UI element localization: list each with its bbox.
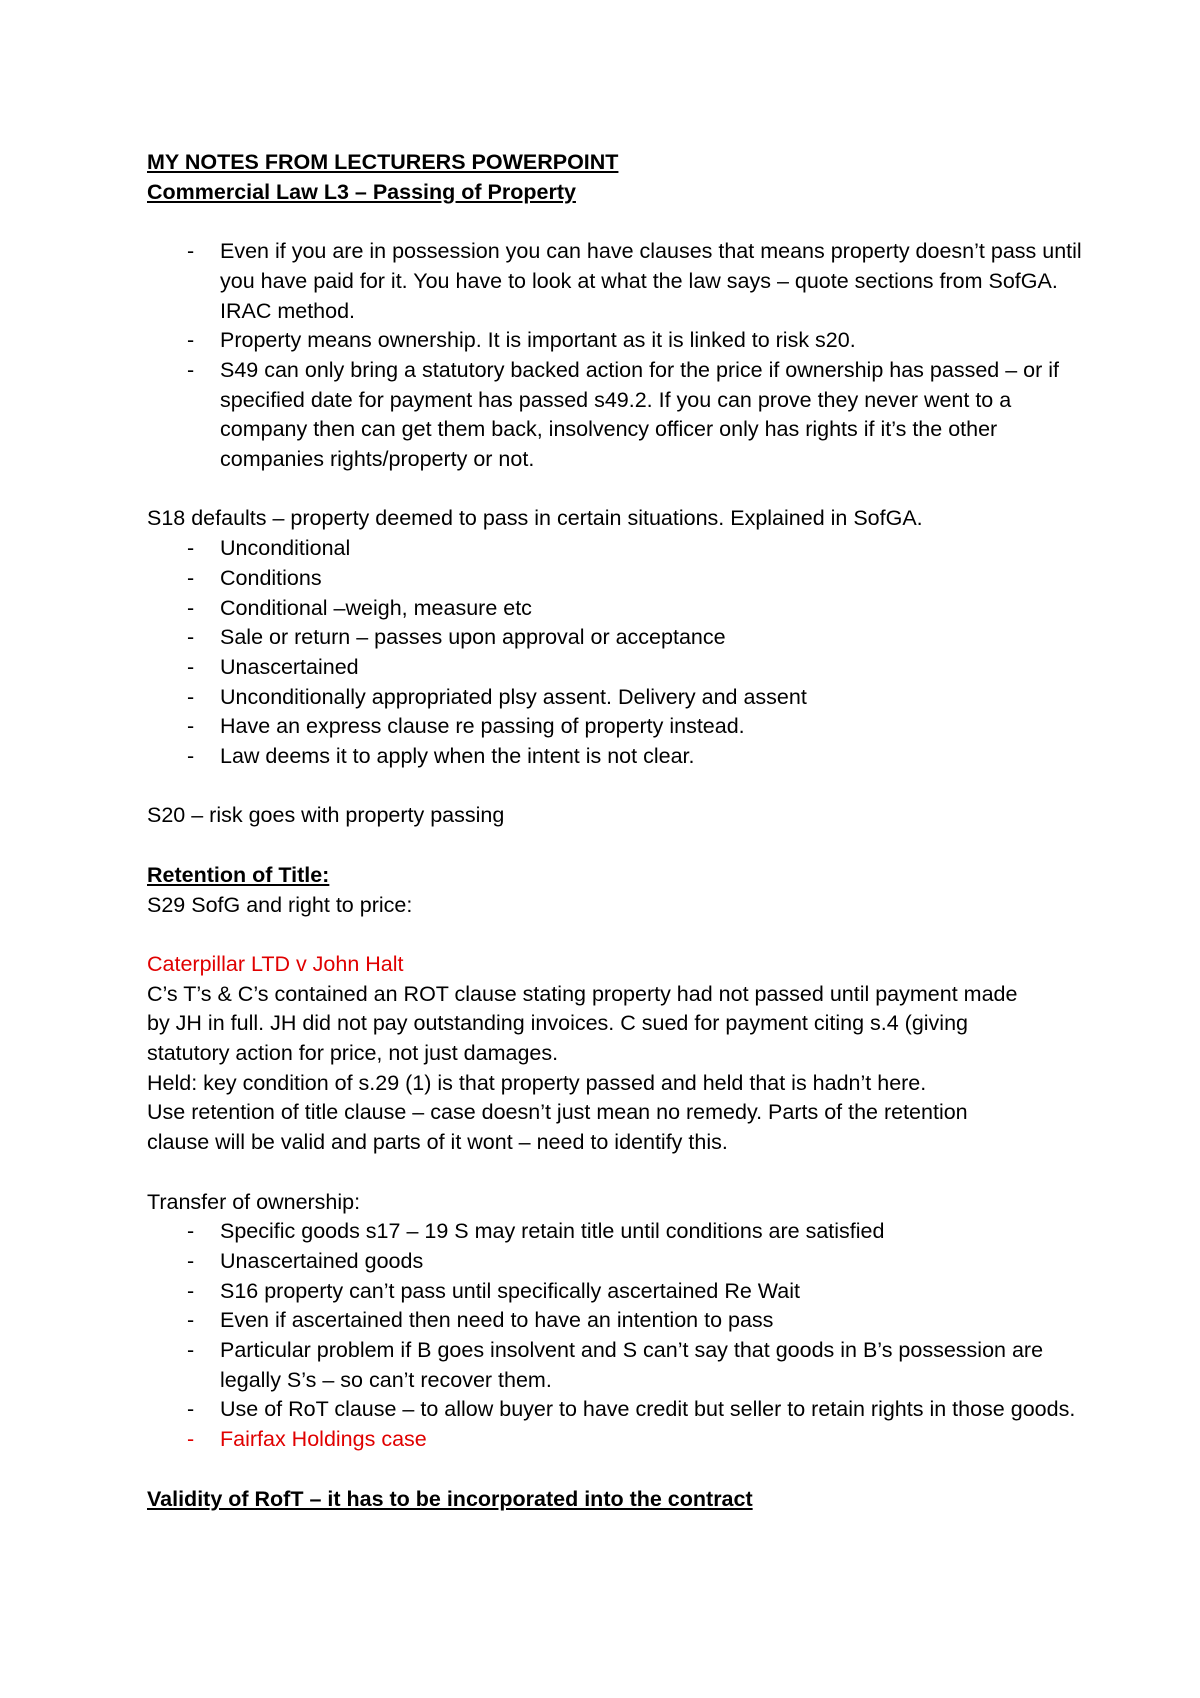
document-body — [147, 148, 1087, 1514]
spacer — [147, 475, 1087, 505]
case-line: clause will be valid and parts of it wont – need to identify this. — [147, 1130, 728, 1155]
bullet-dash: - — [187, 565, 195, 590]
list-item — [147, 534, 1087, 564]
list-item — [147, 1217, 1087, 1247]
spacer — [147, 207, 1087, 237]
spacer — [147, 772, 1087, 802]
s29-line: S29 SofG and right to price: — [147, 892, 413, 917]
list-item — [147, 237, 1087, 326]
spacer — [147, 831, 1087, 861]
list-item-text: Even if ascertained then need to have an intention to pass — [220, 1308, 774, 1333]
list-item-text: Sale or return – passes upon approval or acceptance — [220, 625, 726, 650]
list-item — [147, 1277, 1087, 1307]
bullet-dash: - — [187, 1397, 195, 1422]
bullet-dash: - — [187, 1427, 195, 1452]
fairfax-case-link: Fairfax Holdings case — [220, 1427, 427, 1452]
list-item-text: Unascertained goods — [220, 1248, 424, 1273]
list-item-text: Property means ownership. It is important as it is linked to risk s20. — [220, 328, 856, 353]
case-name: Caterpillar LTD v John Halt — [147, 951, 404, 976]
document-heading: MY NOTES FROM LECTURERS POWERPOINT — [147, 150, 619, 174]
case-line: C’s T’s & C’s contained an ROT clause stating property had not passed until payment made — [147, 981, 1018, 1006]
rot-heading: Retention of Title: — [147, 862, 330, 887]
bullet-dash: - — [187, 684, 195, 709]
bullet-dash: - — [187, 714, 195, 739]
list-item-text: Use of RoT clause – to allow buyer to have credit but seller to retain rights in those goods. — [220, 1397, 1076, 1422]
spacer — [147, 1158, 1087, 1188]
list-item — [147, 564, 1087, 594]
list-item — [147, 742, 1087, 772]
bullet-dash: - — [187, 625, 195, 650]
list-item — [147, 1425, 1087, 1455]
list-item-text: Conditional –weigh, measure etc — [220, 595, 532, 620]
bullet-dash: - — [187, 239, 195, 264]
list-item — [147, 594, 1087, 624]
list-item — [147, 712, 1087, 742]
bullet-dash: - — [187, 1308, 195, 1333]
list-item-text: Conditions — [220, 565, 322, 590]
case-line: statutory action for price, not just damages. — [147, 1041, 559, 1066]
list-item-text: Specific goods s17 – 19 S may retain title until conditions are satisfied — [220, 1219, 885, 1244]
case-line: Use retention of title clause – case doesn’t just mean no remedy. Parts of the retention — [147, 1100, 968, 1125]
bullet-dash: - — [187, 536, 195, 561]
bullet-dash: - — [187, 357, 195, 382]
list-item — [147, 356, 1087, 475]
document-subheading: Commercial Law L3 – Passing of Property — [147, 179, 576, 204]
bullet-dash: - — [187, 1219, 195, 1244]
list-item-text: Even if you are in possession you can have clauses that means property doesn’t pass until you have paid for it. You have to look at what the law says – quote sections from SofGA. IRAC method. — [220, 239, 1082, 323]
list-item-text: Unconditional — [220, 536, 351, 561]
list-item-text: Unconditionally appropriated plsy assent. Delivery and assent — [220, 684, 807, 709]
list-item-text: S49 can only bring a statutory backed action for the price if ownership has passed – or if specified date for payment has passed s49.2. If you can prove they never went to a company then can get them back, insolvency officer only has rights if it’s the other companies rights/property or not. — [220, 357, 1059, 472]
list-item — [147, 1247, 1087, 1277]
s20-line: S20 – risk goes with property passing — [147, 803, 505, 828]
bullet-dash: - — [187, 1248, 195, 1273]
list-item — [147, 653, 1087, 683]
case-line: by JH in full. JH did not pay outstanding invoices. C sued for payment citing s.4 (giving — [147, 1011, 968, 1036]
list-item-text: Unascertained — [220, 654, 359, 679]
bullet-dash: - — [187, 328, 195, 353]
transfer-intro: Transfer of ownership: — [147, 1189, 361, 1214]
bullet-dash: - — [187, 1338, 195, 1363]
bullet-dash: - — [187, 744, 195, 769]
bullet-dash: - — [187, 654, 195, 679]
list-item — [147, 1395, 1087, 1425]
list-item-text: Law deems it to apply when the intent is not clear. — [220, 744, 695, 769]
list-item-text: S16 property can’t pass until specifically ascertained Re Wait — [220, 1278, 800, 1303]
s18-intro: S18 defaults – property deemed to pass in certain situations. Explained in SofGA. — [147, 506, 923, 531]
bullet-dash: - — [187, 1278, 195, 1303]
bullet-dash: - — [187, 595, 195, 620]
spacer — [147, 1455, 1087, 1485]
list-item — [147, 326, 1087, 356]
spacer — [147, 920, 1087, 950]
intro-bullet-list — [147, 237, 1087, 475]
validity-heading: Validity of RofT – it has to be incorporated into the contract — [147, 1486, 753, 1511]
list-item — [147, 623, 1087, 653]
transfer-bullet-list — [147, 1217, 1087, 1455]
list-item-text: Have an express clause re passing of property instead. — [220, 714, 745, 739]
list-item-text: Particular problem if B goes insolvent and S can’t say that goods in B’s possession are legally S’s – so can’t recover them. — [220, 1338, 1044, 1392]
list-item — [147, 683, 1087, 713]
s18-bullet-list — [147, 534, 1087, 772]
list-item — [147, 1336, 1087, 1395]
list-item — [147, 1306, 1087, 1336]
case-line: Held: key condition of s.29 (1) is that property passed and held that is hadn’t here. — [147, 1070, 927, 1095]
